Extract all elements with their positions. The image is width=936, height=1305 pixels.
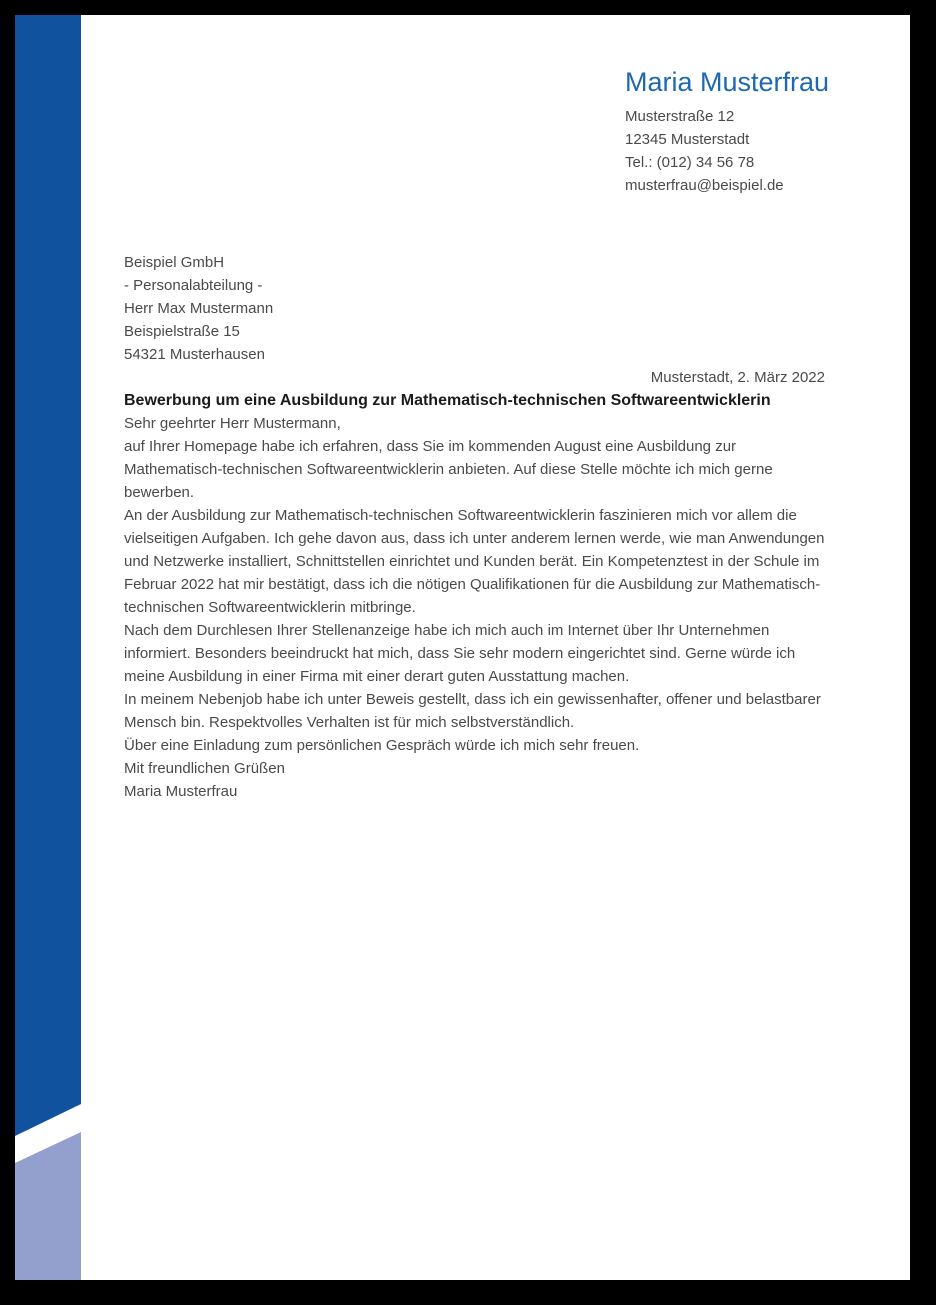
date-line: Musterstadt, 2. März 2022 xyxy=(650,369,825,386)
recipient-department: - Personalabteilung - xyxy=(124,277,263,294)
letter-body-column xyxy=(124,251,825,803)
sender-name: Maria Musterfrau xyxy=(625,67,830,97)
body-paragraph: In meinem Nebenjob habe ich unter Beweis gestellt, dass ich ein gewissenhafter, offener und belastbarer Mensch bin. Respektvolles Verhalten ist für mich selbstverständlich. xyxy=(124,691,821,731)
body-paragraph: auf Ihrer Homepage habe ich erfahren, dass Sie im kommenden August eine Ausbildung zur Mathematisch-technischen Softwareentwicklerin anbieten. Auf diese Stelle möchte ich mich gerne bewerben. xyxy=(124,438,773,501)
recipient-company: Beispiel GmbH xyxy=(124,254,225,271)
left-accent-stripe-light xyxy=(15,1132,81,1280)
closing-phrase: Mit freundlichen Grüßen xyxy=(124,760,285,777)
subject-line: Bewerbung um eine Ausbildung zur Mathematisch-technischen Softwareentwicklerin xyxy=(124,392,771,409)
signature-name: Maria Musterfrau xyxy=(124,783,238,800)
recipient-contact-person: Herr Max Mustermann xyxy=(124,300,274,317)
sender-email: musterfrau@beispiel.de xyxy=(625,177,784,194)
sender-phone: Tel.: (012) 34 56 78 xyxy=(625,154,755,171)
recipient-street: Beispielstraße 15 xyxy=(124,323,240,340)
sender-street: Musterstraße 12 xyxy=(625,108,735,125)
sender-block xyxy=(625,65,829,197)
recipient-city: 54321 Musterhausen xyxy=(124,346,265,363)
body-paragraph: Über eine Einladung zum persönlichen Gespräch würde ich mich sehr freuen. xyxy=(124,737,640,754)
letter-page xyxy=(15,15,910,1280)
body-paragraph: An der Ausbildung zur Mathematisch-technischen Softwareentwicklerin faszinieren mich vor allem die vielseitigen Aufgaben. Ich gehe davon aus, dass ich unter anderem lernen werde, wie man Anwendungen und Netzwerke installiert, Schnittstellen einrichtet und Kunden berät. Ein Kompetenztest in der Schule im Februar 2022 hat mir bestätigt, dass ich die nötigen Qualifikationen für die Ausbildung zur Mathematisch-technischen Softwareentwicklerin mitbringe. xyxy=(124,507,825,616)
salutation: Sehr geehrter Herr Mustermann, xyxy=(124,415,341,432)
body-paragraph: Nach dem Durchlesen Ihrer Stellenanzeige habe ich mich auch im Internet über Ihr Unternehmen informiert. Besonders beeindruckt hat mich, dass Sie sehr modern eingerichtet sind. Gerne würde ich meine Ausbildung in einer Firma mit einer derart guten Ausstattung machen. xyxy=(124,622,796,685)
sender-city: 12345 Musterstadt xyxy=(625,131,750,148)
left-accent-stripe-dark xyxy=(15,15,81,1136)
recipient-block xyxy=(124,251,825,366)
